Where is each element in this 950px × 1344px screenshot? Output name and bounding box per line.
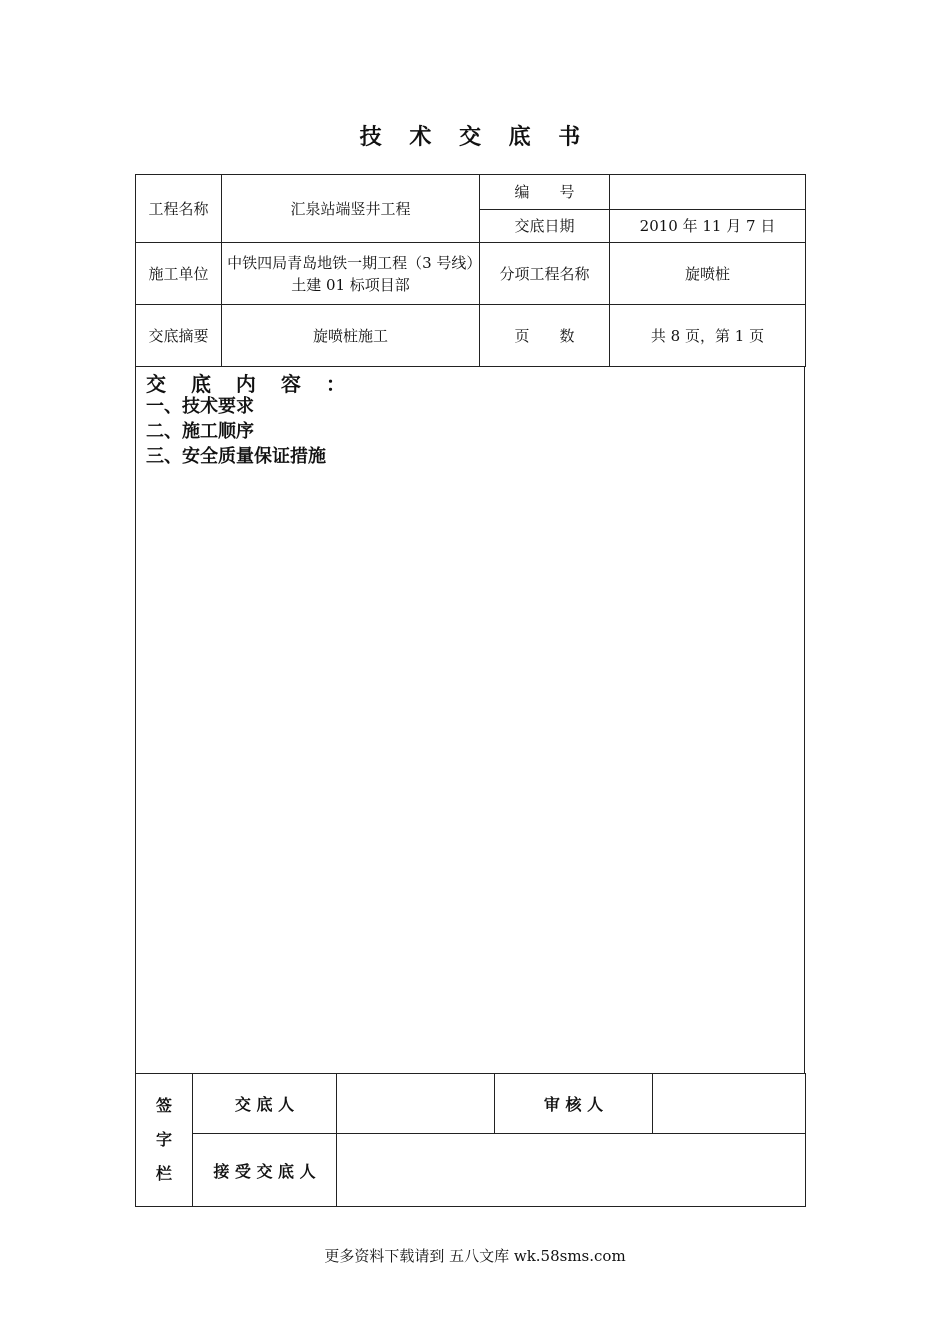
summary-value: 旋喷桩施工 bbox=[222, 305, 480, 367]
reviewer-signature-field[interactable] bbox=[653, 1074, 806, 1134]
content-item: 一、技术要求 bbox=[146, 396, 254, 417]
content-item: 三、安全质量保证措施 bbox=[146, 446, 326, 467]
footer-text: 更多资料下载请到 五八文库 wk.58sms.com bbox=[324, 1247, 626, 1265]
discloser-signature-field[interactable] bbox=[337, 1074, 495, 1134]
pages-value: 共 8 页，第 1 页 bbox=[610, 305, 806, 367]
reviewer-label: 审 核 人 bbox=[495, 1074, 653, 1134]
receiver-label: 接 受 交 底 人 bbox=[193, 1134, 337, 1207]
summary-label: 交底摘要 bbox=[136, 305, 222, 367]
content-item: 二、施工顺序 bbox=[146, 421, 254, 442]
subproject-value: 旋喷桩 bbox=[610, 243, 806, 305]
project-name-label: 工程名称 bbox=[136, 175, 222, 243]
date-label: 交底日期 bbox=[480, 210, 610, 243]
date-value: 2010 年 11 月 7 日 bbox=[610, 210, 806, 243]
signature-section-label bbox=[136, 1074, 193, 1207]
document-title: 技 术 交 底 书 bbox=[359, 125, 591, 150]
unit-label: 施工单位 bbox=[136, 243, 222, 305]
subproject-label: 分项工程名称 bbox=[480, 243, 610, 305]
number-label: 编 号 bbox=[480, 175, 610, 210]
info-table bbox=[135, 174, 806, 367]
discloser-label: 交 底 人 bbox=[193, 1074, 337, 1134]
number-value bbox=[610, 175, 806, 210]
receiver-signature-field[interactable] bbox=[337, 1134, 806, 1207]
content-heading: 交 底 内 容 ： bbox=[146, 372, 355, 396]
pages-label: 页 数 bbox=[480, 305, 610, 367]
disclosure-content bbox=[135, 366, 805, 1073]
project-name-value: 汇泉站端竖井工程 bbox=[222, 175, 480, 243]
signature-table bbox=[135, 1073, 806, 1207]
unit-value: 中铁四局青岛地铁一期工程（3 号线）土建 01 标项目部 bbox=[222, 243, 480, 305]
signature-section-text: 签 字 栏 bbox=[155, 1096, 172, 1183]
